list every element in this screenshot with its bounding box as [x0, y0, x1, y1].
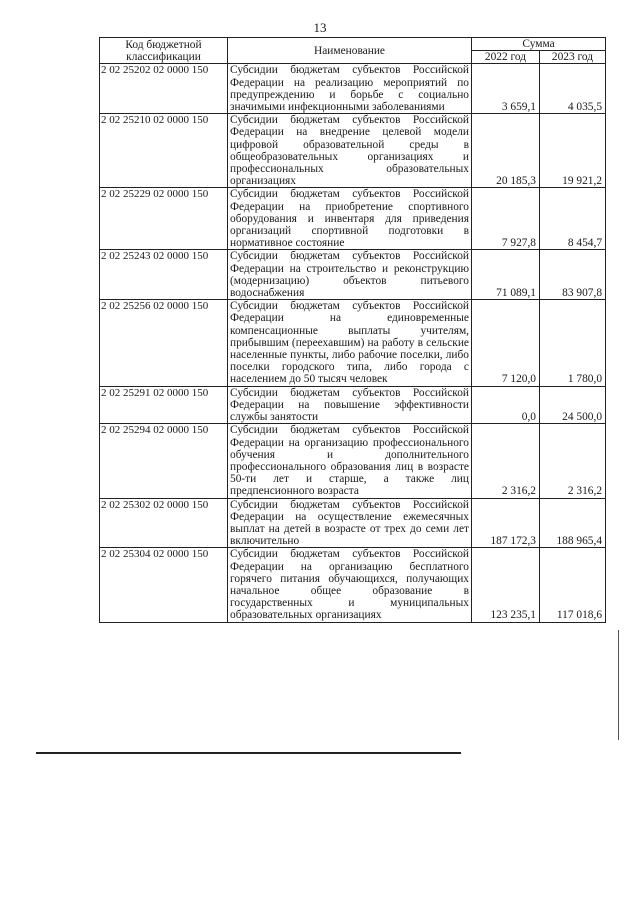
header-code: Код бюджетной классификации	[100, 38, 228, 64]
row-code: 2 02 25304 02 0000 150	[100, 548, 228, 622]
footer-divider	[36, 752, 461, 754]
row-value-2022: 3 659,1	[472, 64, 540, 114]
header-year-2023: 2023 год	[540, 51, 606, 64]
row-value-2022: 7 927,8	[472, 188, 540, 250]
row-code: 2 02 25202 02 0000 150	[100, 64, 228, 114]
table-row	[100, 64, 606, 114]
row-code: 2 02 25210 02 0000 150	[100, 114, 228, 188]
row-value-2022: 20 185,3	[472, 114, 540, 188]
row-value-2023: 19 921,2	[540, 114, 606, 188]
row-value-2022: 123 235,1	[472, 548, 540, 622]
row-value-2022: 0,0	[472, 386, 540, 424]
row-name: Субсидии бюджетам субъектов Российской Федерации на организацию профессионального обучения и дополнительного профессионального образования лиц в возрасте 50-ти лет и старше, а также лиц предпенсионного возраста	[228, 424, 472, 498]
row-value-2023: 4 035,5	[540, 64, 606, 114]
table-row	[100, 188, 606, 250]
header-name: Наименование	[228, 38, 472, 64]
row-name: Субсидии бюджетам субъектов Российской Федерации на реализацию мероприятий по предупреждению и борьбе с социально значимыми инфекционными заболеваниями	[228, 64, 472, 114]
row-value-2022: 71 089,1	[472, 250, 540, 300]
row-name: Субсидии бюджетам субъектов Российской Федерации на организацию бесплатного горячего питания обучающихся, получающих начальное общее образование в государственных и муниципальных образовательных организациях	[228, 548, 472, 622]
row-value-2023: 24 500,0	[540, 386, 606, 424]
row-value-2022: 187 172,3	[472, 498, 540, 548]
row-code: 2 02 25256 02 0000 150	[100, 300, 228, 386]
header-row	[100, 38, 606, 51]
row-value-2022: 7 120,0	[472, 300, 540, 386]
header-year-2022: 2022 год	[472, 51, 540, 64]
row-code: 2 02 25302 02 0000 150	[100, 498, 228, 548]
row-name: Субсидии бюджетам субъектов Российской Федерации на единовременные компенсационные выплаты учителям, прибывшим (переехавшим) на работу в сельские населенные пункты, либо рабочие поселки, либо поселки городского типа, либо города с населением до 50 тысяч человек	[228, 300, 472, 386]
row-value-2023: 117 018,6	[540, 548, 606, 622]
table-row	[100, 114, 606, 188]
row-value-2022: 2 316,2	[472, 424, 540, 498]
row-value-2023: 2 316,2	[540, 424, 606, 498]
row-code: 2 02 25229 02 0000 150	[100, 188, 228, 250]
table-row	[100, 498, 606, 548]
row-code: 2 02 25294 02 0000 150	[100, 424, 228, 498]
page-number: 13	[313, 20, 327, 35]
table-row	[100, 300, 606, 386]
row-name: Субсидии бюджетам субъектов Российской Федерации на осуществление ежемесячных выплат на детей в возрасте от трех до семи лет включительно	[228, 498, 472, 548]
row-name: Субсидии бюджетам субъектов Российской Федерации на приобретение спортивного оборудования и инвентаря для приведения организаций спортивной подготовки в нормативное состояние	[228, 188, 472, 250]
table-row	[100, 548, 606, 622]
row-value-2023: 83 907,8	[540, 250, 606, 300]
table-row	[100, 250, 606, 300]
table-row	[100, 386, 606, 424]
budget-table	[99, 37, 606, 623]
row-code: 2 02 25243 02 0000 150	[100, 250, 228, 300]
row-value-2023: 188 965,4	[540, 498, 606, 548]
row-code: 2 02 25291 02 0000 150	[100, 386, 228, 424]
row-name: Субсидии бюджетам субъектов Российской Федерации на строительство и реконструкцию (модернизацию) объектов питьевого водоснабжения	[228, 250, 472, 300]
table-row	[100, 424, 606, 498]
row-name: Субсидии бюджетам субъектов Российской Федерации на повышение эффективности службы занятости	[228, 386, 472, 424]
margin-mark	[618, 630, 619, 740]
row-value-2023: 1 780,0	[540, 300, 606, 386]
row-value-2023: 8 454,7	[540, 188, 606, 250]
row-name: Субсидии бюджетам субъектов Российской Федерации на внедрение целевой модели цифровой образовательной среды в общеобразовательных организациях и профессиональных образовательных организациях	[228, 114, 472, 188]
header-sum: Сумма	[472, 38, 606, 51]
